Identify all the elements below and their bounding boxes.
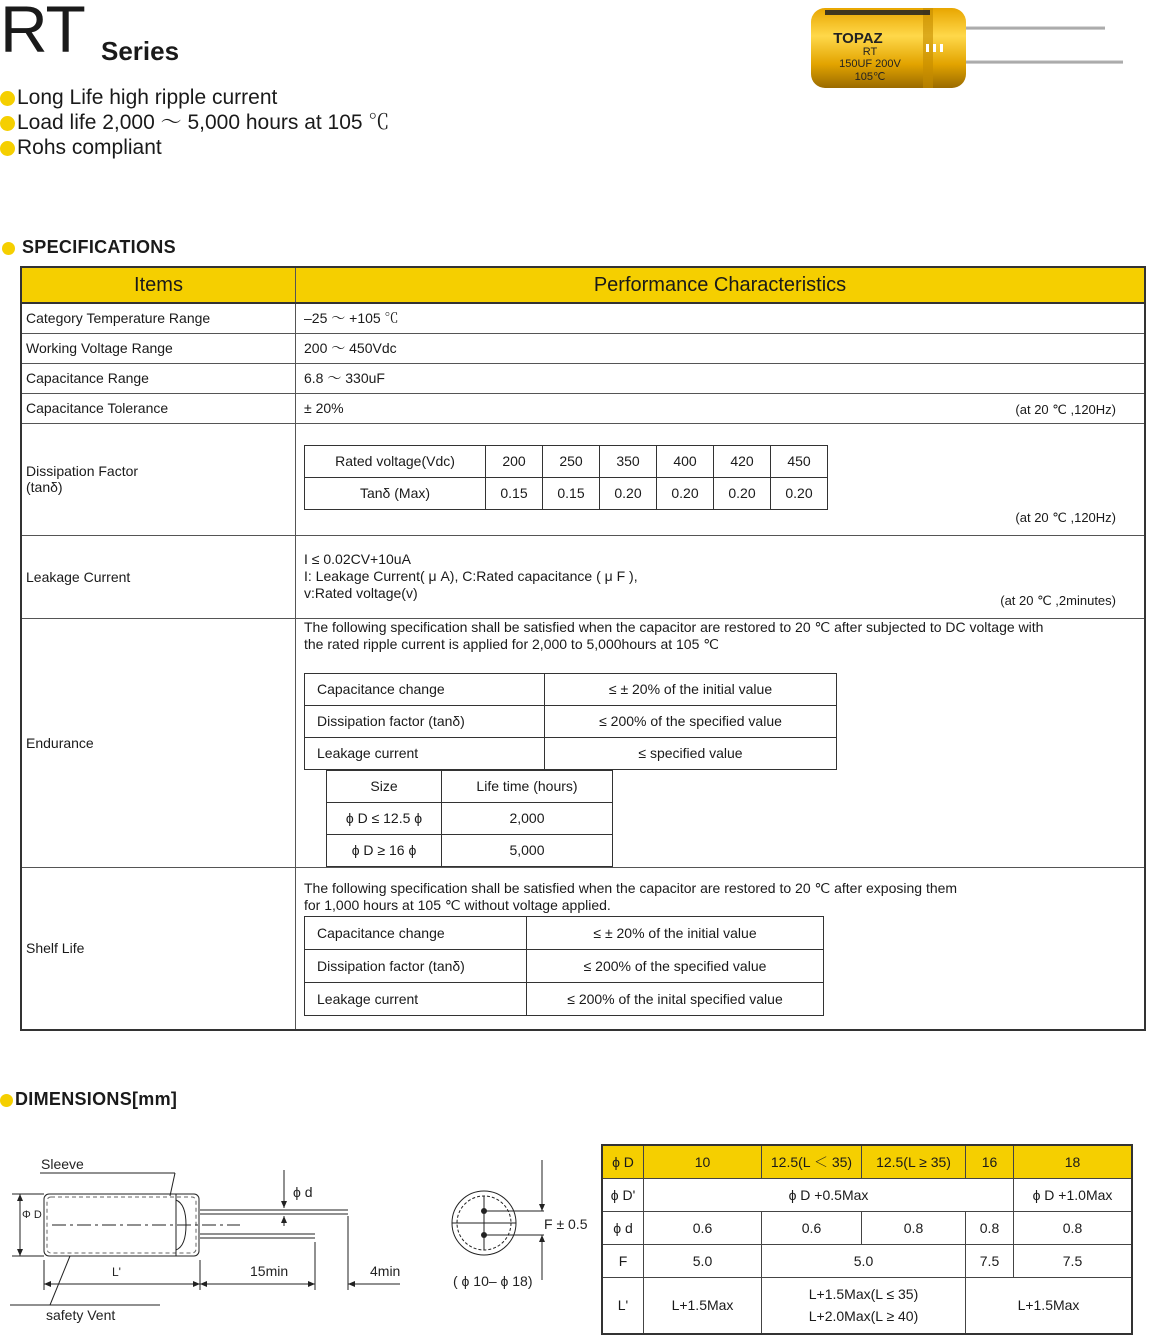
temp-text: 105℃	[854, 71, 886, 83]
rating-text: 150UF 200V	[839, 58, 901, 70]
table-row: Capacitance Tolerance ± 20% (at 20 ℃ ,120Hz)	[21, 393, 1145, 423]
bullet-dot-icon	[0, 116, 15, 131]
series-word: Series	[101, 36, 180, 66]
condition-note: (at 20 ℃ ,120Hz)	[1015, 401, 1116, 417]
size-range-label: ( ϕ 10– ϕ 18)	[453, 1273, 533, 1289]
table-row: ϕ d 0.6 0.6 0.8 0.8 0.8	[602, 1212, 1132, 1245]
shelf-change-table: Capacitance change ≤ ± 20% of the initial value Dissipation factor (tanδ) ≤ 200% of the specified value Leakage current ≤ 200% of the inital specified value	[304, 916, 824, 1016]
table-row: Leakage Current I ≤ 0.02CV+10uA I: Leakage Current( μ A), C:Rated capacitance ( μ F ), v:Rated voltage(v) (at 20 ℃ ,2minutes)	[21, 535, 1145, 618]
table-row: L' L+1.5Max L+1.5Max(L ≤ 35) L+2.0Max(L ≥ 40) L+1.5Max	[602, 1278, 1132, 1334]
bullet-dot-icon	[0, 141, 15, 156]
phi-D-label: Φ D	[22, 1209, 42, 1221]
4min-label: 4min	[370, 1263, 401, 1279]
dimension-bottom-drawing	[440, 1155, 610, 1295]
table-row: F 5.0 5.0 7.5 7.5	[602, 1245, 1132, 1278]
15min-label: 15min	[250, 1263, 289, 1279]
model-text: RT	[862, 46, 878, 58]
table-row: ϕ D' ϕ D +0.5Max ϕ D +1.0Max	[602, 1179, 1132, 1212]
col-items-header: Items	[21, 267, 296, 303]
bullet-dot-icon	[0, 1094, 13, 1107]
F-label: F ± 0.5	[544, 1216, 588, 1232]
endurance-change-table: Capacitance change ≤ ± 20% of the initial value Dissipation factor (tanδ) ≤ 200% of the specified value Leakage current ≤ specified value	[304, 673, 837, 770]
feature-item: Load life 2,000 ～ 5,000 hours at 105 ℃	[0, 110, 389, 135]
dimensions-heading: DIMENSIONS[mm]	[0, 1089, 177, 1110]
table-row: Shelf Life The following specification shall be satisfied when the capacitor are restored to 20 ℃ after exposing them for 1,000 hours at 105 ℃ without voltage applied. Capacitance change ≤ ± 20% of the initial value Dissipation factor (tanδ) ≤ 200% of the specified value Leakage current ≤ 200% of the inital specified value	[21, 867, 1145, 1030]
table-row: Endurance The following specification shall be satisfied when the capacitor are restored to 20 ℃ after subjected to DC voltage with the rated ripple current is applied for 2,000 to 5,000hours at 105 ℃ Capacitance change ≤ ± 20% of the initial value Dissipation factor (tanδ) ≤ 200% of the specified value Leakage current ≤ specified value Size Life time (hours) ϕ D ≤ 12.5 ϕ 2,000 ϕ D ≥ 16 ϕ 5,000	[21, 618, 1145, 867]
condition-note: (at 20 ℃ ,2minutes)	[1000, 592, 1116, 608]
table-row: Working Voltage Range 200 ～ 450Vdc	[21, 333, 1145, 363]
table-row: Capacitance Range 6.8 ～ 330uF	[21, 363, 1145, 393]
capacitor-product-image	[805, 0, 1135, 95]
dimensions-table: ϕ D 10 12.5(L ＜ 35) 12.5(L ≥ 35) 16 18 ϕ D' ϕ D +0.5Max ϕ D +1.0Max ϕ d 0.6 0.6 0.8 0.8 0.8 F 5.0 5.0 7.5 7.5 L' L+1.5Max L+1.5Max(L ≤ 35) L+2.0Max(L ≥ 40) L+1.5Max	[601, 1144, 1133, 1335]
bullet-dot-icon	[2, 242, 15, 255]
feature-item: Long Life high ripple current	[0, 85, 277, 110]
bullet-dot-icon	[0, 91, 15, 106]
series-code: RT	[0, 0, 85, 66]
life-time-table: Size Life time (hours) ϕ D ≤ 12.5 ϕ 2,000 ϕ D ≥ 16 ϕ 5,000	[326, 770, 613, 867]
feature-item: Rohs compliant	[0, 135, 162, 160]
safety-vent-label: safety Vent	[46, 1307, 116, 1323]
table-row: Dissipation Factor (tanδ) Rated voltage(Vdc) 200 250 350 400 420 450 Tanδ (Max) 0.15 0.15 0.20 0.20 0.20 0.20 (at 20 ℃ ,120Hz)	[21, 423, 1145, 535]
condition-note: (at 20 ℃ ,120Hz)	[1015, 509, 1116, 525]
brand-text: TOPAZ	[833, 30, 883, 47]
L-label: L'	[112, 1265, 121, 1279]
sleeve-label: Sleeve	[41, 1156, 84, 1172]
tan-delta-table: Rated voltage(Vdc) 200 250 350 400 420 450 Tanδ (Max) 0.15 0.15 0.20 0.20 0.20 0.20	[304, 445, 828, 510]
phi-d-label: ϕ d	[293, 1184, 313, 1200]
col-performance-header: Performance Characteristics	[296, 267, 1146, 303]
specifications-heading: SPECIFICATIONS	[2, 237, 176, 258]
dimension-side-drawing	[0, 1150, 420, 1330]
specifications-table	[20, 266, 1146, 1031]
table-row: Category Temperature Range –25 ～ +105 ℃	[21, 303, 1145, 333]
